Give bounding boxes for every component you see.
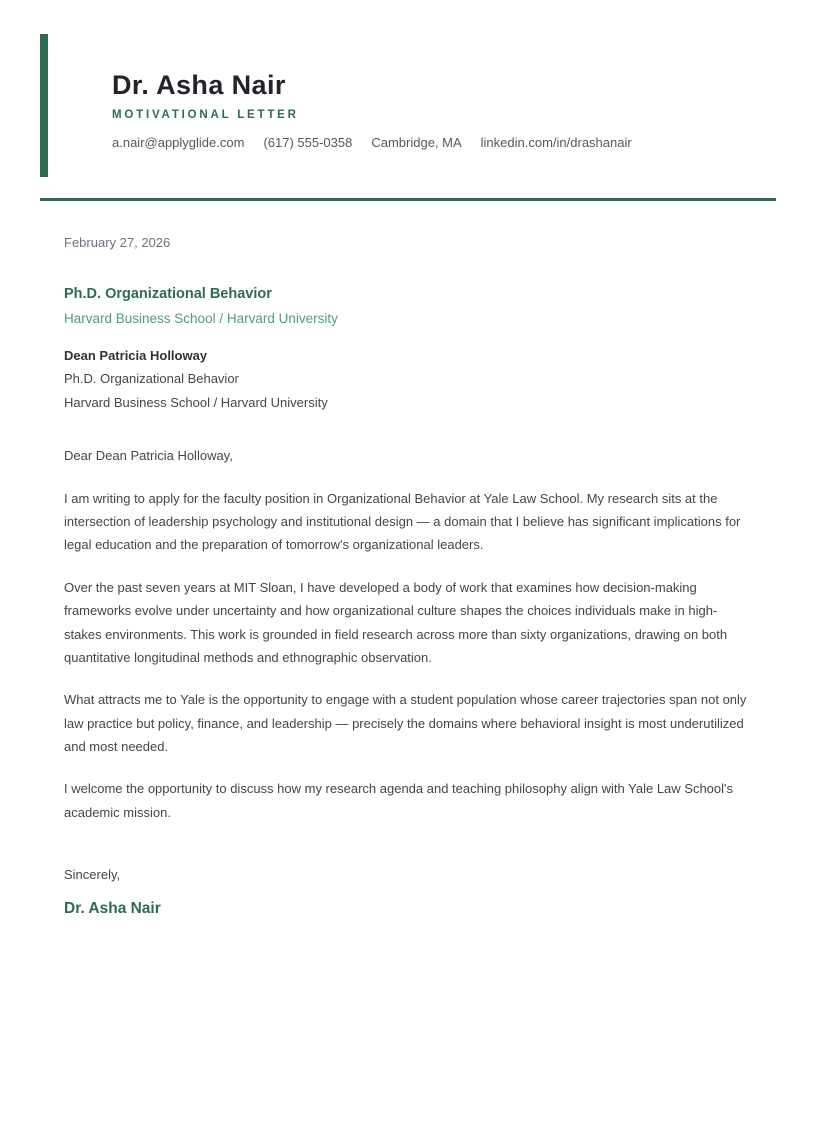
recipient-organization: Harvard Business School / Harvard University — [64, 394, 328, 410]
page-title: Dr. Asha Nair — [112, 70, 286, 100]
contact-location: Cambridge, MA — [371, 135, 462, 151]
letter-page — [0, 34, 816, 1134]
contact-email: a.nair@applyglide.com — [112, 135, 245, 151]
contact-phone: (617) 555-0358 — [263, 135, 353, 151]
signature-name: Dr. Asha Nair — [64, 899, 161, 917]
paragraph-intro: I am writing to apply for the faculty position in Organizational Behavior at Yale Law School. My research sits at the intersection of leadership psychology and institutional design — a domain that I believe has significant implications for legal education and the preparation of tomorrow's organizational leaders. — [64, 490, 741, 553]
letter-body — [64, 233, 752, 919]
position-title: Ph.D. Organizational Behavior — [64, 285, 272, 302]
contact-row — [112, 135, 776, 152]
salutation: Dear Dean Patricia Holloway, — [64, 448, 233, 464]
paragraph-research: Over the past seven years at MIT Sloan, I have developed a body of work that examines how decision-making frameworks evolve under uncertainty and how organizational culture shapes the choices individuals make in high-stakes environments. This work is grounded in field research across more than sixty organizations, drawing on both quantitative longitudinal methods and ethnographic observation. — [64, 579, 728, 665]
closing-word: Sincerely, — [64, 867, 121, 883]
recipient-title: Ph.D. Organizational Behavior — [64, 371, 239, 387]
letterhead — [40, 34, 776, 177]
recipient-name: Dean Patricia Holloway — [64, 347, 208, 363]
recipient-block — [64, 344, 752, 414]
document-type-label: MOTIVATIONAL LETTER — [112, 109, 299, 122]
contact-linkedin: linkedin.com/in/drashanair — [480, 135, 632, 151]
section-divider — [40, 198, 776, 201]
paragraph-closing-statement: I welcome the opportunity to discuss how my research agenda and teaching philosophy align with Yale Law School's academic mission. — [64, 781, 734, 820]
letter-date: February 27, 2026 — [64, 235, 171, 251]
paragraph-motivation: What attracts me to Yale is the opportunity to engage with a student population whose career trajectories span not only law practice but policy, finance, and leadership — precisely the domains where behavioral insight is most underutilized and most needed. — [64, 692, 747, 755]
position-organization: Harvard Business School / Harvard University — [64, 311, 338, 327]
